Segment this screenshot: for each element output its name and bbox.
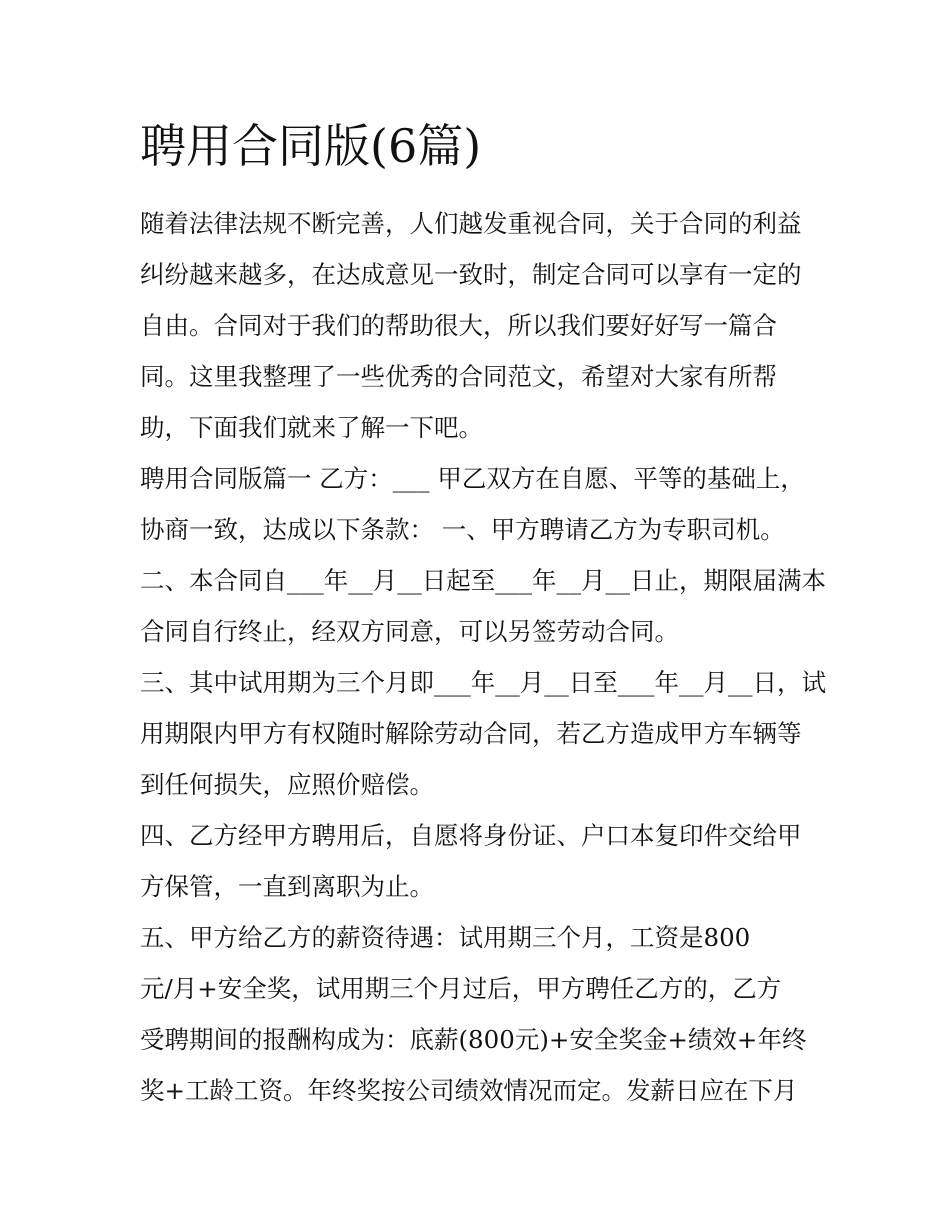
body-line: 二、本合同自___年__月__日起至___年__月__日止，期限届满本 (140, 566, 826, 595)
body-line: 奖+工龄工资。年终奖按公司绩效情况而定。发薪日应在下月 (140, 1076, 798, 1105)
body-line: 助，下面我们就来了解一下吧。 (140, 413, 483, 442)
document-title: 聘用合同版(6篇) (140, 119, 482, 173)
document-body (140, 198, 830, 1116)
body-line: 四、乙方经甲方聘用后，自愿将身份证、户口本复印件交给甲 (140, 821, 802, 850)
body-line: 合同自行终止，经双方同意，可以另签劳动合同。 (140, 617, 679, 646)
body-line: 受聘期间的报酬构成为：底薪(800元)+安全奖金+绩效+年终 (140, 1025, 807, 1054)
body-line: 元/月+安全奖，试用期三个月过后，甲方聘任乙方的，乙方 (140, 974, 782, 1003)
body-line: 三、其中试用期为三个月即___年__月__日至___年__月__日，试 (140, 668, 826, 697)
body-line: 五、甲方给乙方的薪资待遇：试用期三个月，工资是800 (140, 923, 751, 952)
body-line: 到任何损失，应照价赔偿。 (140, 770, 434, 799)
body-line: 自由。合同对于我们的帮助很大，所以我们要好好写一篇合 (140, 311, 777, 340)
body-line: 聘用合同版篇一 乙方：___ 甲乙双方在自愿、平等的基础上， (140, 464, 805, 493)
body-line: 纠纷越来越多，在达成意见一致时，制定合同可以享有一定的 (140, 260, 802, 289)
body-line: 随着法律法规不断完善，人们越发重视合同，关于合同的利益 (140, 209, 802, 238)
body-line: 方保管，一直到离职为止。 (140, 872, 434, 901)
body-line: 用期限内甲方有权随时解除劳动合同，若乙方造成甲方车辆等 (140, 719, 802, 748)
body-line: 同。这里我整理了一些优秀的合同范文，希望对大家有所帮 (140, 362, 777, 391)
body-line: 协商一致，达成以下条款： 一、甲方聘请乙方为专职司机。 (140, 515, 785, 544)
